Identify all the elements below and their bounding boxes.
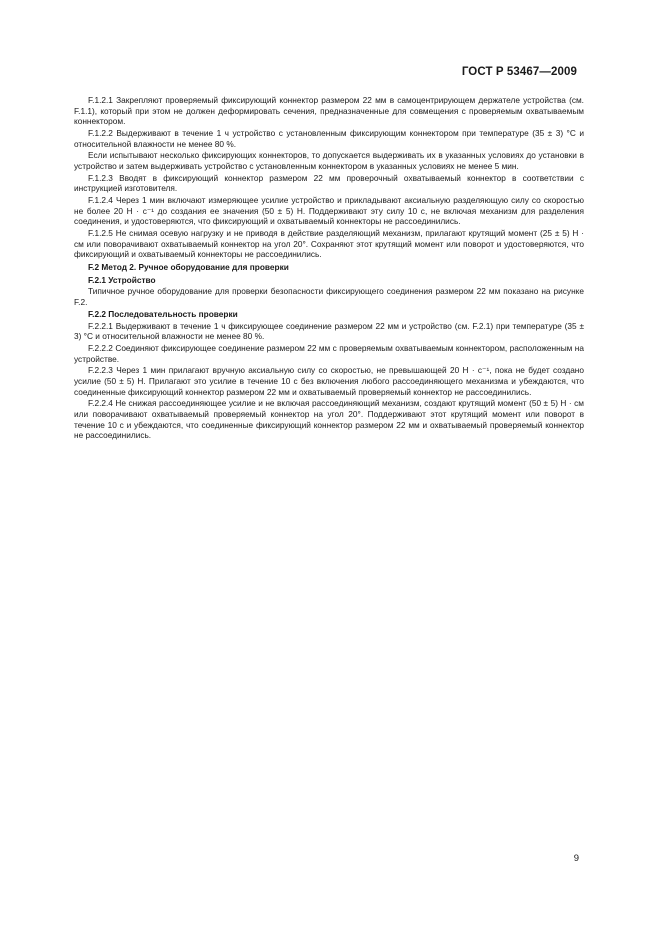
- paragraph-multiple-connectors: Если испытывают несколько фиксирующих коннекторов, то допускается выдерживать их в указанных условиях до установки в устройство и затем выдерживать устройство с установленным коннектором в указанных условиях не менее 5 мин.: [74, 150, 584, 171]
- page-number: 9: [573, 853, 579, 864]
- document-header: ГОСТ Р 53467—2009: [461, 66, 577, 78]
- paragraph-f-2-2-1: F.2.2.1 Выдерживают в течение 1 ч фиксирующее соединение размером 22 мм и устройство (см. F.2.1) при температуре (35 ± 3) °С и относительной влажности не менее 80 %.: [74, 320, 584, 342]
- paragraph-f-1-2-3: F.1.2.3 Вводят в фиксирующий коннектор размером 22 мм проверочный охватываемый коннектор в соответствии с инструкцией изготовителя.: [74, 172, 584, 194]
- subsection-heading-f-2-2: F.2.2 Последовательность проверки: [88, 308, 238, 319]
- paragraph-f-2-2-4: F.2.2.4 Не снижая рассоединяющее усилие и не включая рассоединяющий механизм, создают крутящий момент (50 ± 5) Н · см или поворачивают охватываемый проверяемый коннектор на угол 20°. Поддерживают этот крутящий момент или поворот в течение 10 с и убеждаются, что соединенные фиксирующий коннектор размером 22 мм и охватываемый проверяемый коннектор не рассоединились.: [74, 398, 584, 441]
- paragraph-f-1-2-2: F.1.2.2 Выдерживают в течение 1 ч устройство с установленным фиксирующим коннектором при температуре (35 ± 3) °С и относительной влажности не менее 80 %.: [74, 128, 584, 149]
- document-body: [74, 95, 584, 442]
- paragraph-f-2-2-2: F.2.2.2 Соединяют фиксирующее соединение размером 22 мм с проверяемым охватываемым коннектором, расположенным на устройстве.: [74, 342, 584, 364]
- section-heading-f-2: F.2 Метод 2. Ручное оборудование для проверки: [88, 262, 289, 272]
- paragraph-f-2-1-text: Типичное ручное оборудование для проверки безопасности фиксирующего соединения размером 22 мм показано на рисунке F.2.: [74, 286, 584, 308]
- subsection-heading-f-2-1: F.2.1 Устройство: [88, 274, 156, 285]
- paragraph-f-2-2-3: F.2.2.3 Через 1 мин прилагают вручную аксиальную силу со скоростью, не превышающей 20 Н · с⁻¹, пока не будет создано усилие (50 ± 5) Н. Прилагают это усилие в течение 10 с без включения любого рассоединяющего механизма и убеждаются, что соединенные фиксирующий коннектор размером 22 мм и охватываемый проверяемый коннектор не рассоединились.: [74, 365, 584, 397]
- paragraph-f-1-2-5: F.1.2.5 Не снимая осевую нагрузку и не приводя в действие разделяющий механизм, прилагают крутящий момент (25 ± 5) Н · см или поворачивают охватываемый коннектор на угол 20°. Сохраняют этот крутящий момент или поворот и удостоверяются, что фиксирующий и охватываемый коннекторы не рассоединились.: [74, 227, 584, 260]
- paragraph-f-1-2-1: F.1.2.1 Закрепляют проверяемый фиксирующий коннектор размером 22 мм в самоцентрирующем держателе устройства (см. F.1.1), который при этом не должен деформировать сечения, предназначенные для совмещения с проверяемым охватываемым коннектором.: [74, 95, 584, 127]
- paragraph-f-1-2-4: F.1.2.4 Через 1 мин включают измеряющее усилие устройство и прикладывают аксиальную разделяющую силу со скоростью не более 20 Н · с⁻¹ до создания ее значения (50 ± 5) Н. Поддерживают эту силу 10 с, не включая механизм для разделения соединения, и удостоверяются, что фиксирующий и охватываемый коннекторы не рассоединились.: [74, 194, 584, 227]
